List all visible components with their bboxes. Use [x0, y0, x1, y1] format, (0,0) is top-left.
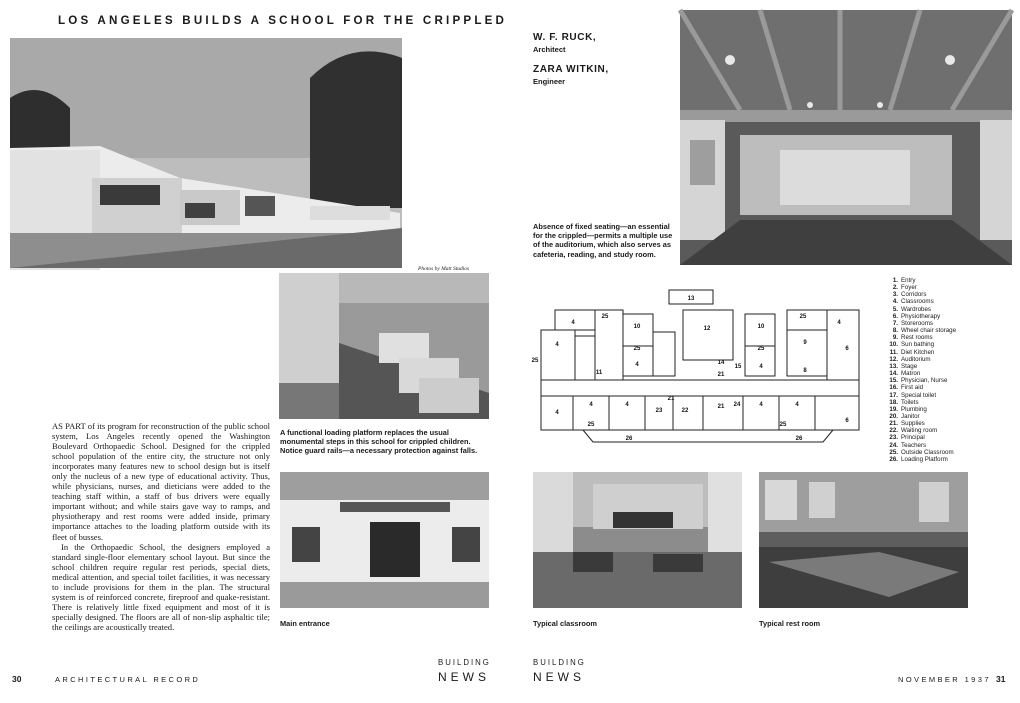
auditorium-caption: Absence of fixed seating—an essential for the crippled—permits a multiple use of the auditorium, which also serves as cafeteria, reading, and study room.: [533, 222, 673, 259]
article-headline: LOS ANGELES BUILDS A SCHOOL FOR THE CRIPPLED: [58, 14, 508, 27]
legend-item: 10. Sun bathing: [889, 341, 935, 349]
left-magazine-name: ARCHITECTURAL RECORD: [55, 675, 201, 684]
plan-label: 24: [733, 402, 741, 408]
plan-label: 4: [571, 320, 575, 326]
plan-label: 4: [837, 320, 841, 326]
plan-label: 4: [555, 410, 559, 416]
architect-role: Architect: [533, 45, 566, 54]
legend-item: 7. Storerooms: [892, 319, 933, 327]
legend-item: 14. Matron: [889, 370, 921, 378]
plan-label: 21: [667, 396, 675, 402]
plan-label: 8: [803, 368, 807, 374]
plan-label: 10: [633, 324, 641, 330]
legend-item: 2. Foyer: [892, 284, 917, 292]
legend-item: 6. Physiotherapy: [892, 312, 941, 320]
legend-item: 11. Diet Kitchen: [889, 348, 935, 356]
plan-label: 26: [625, 436, 633, 442]
plan-label: 14: [717, 360, 725, 366]
rest-room-caption: Typical rest room: [759, 619, 821, 628]
legend-item: 9. Rest rooms: [892, 334, 933, 342]
legend-item: 20. Janitor: [889, 412, 920, 420]
plan-label: 21: [717, 372, 725, 378]
classroom-caption: Typical classroom: [533, 619, 597, 628]
plan-label: 4: [555, 342, 559, 348]
plan-label: 6: [845, 418, 849, 424]
classroom-photo: [533, 472, 742, 608]
legend-item: 22. Waiting room: [889, 427, 938, 435]
article-body: [52, 421, 270, 632]
legend-item: 17. Special toilet: [889, 391, 937, 399]
rest-room-photo: [759, 472, 968, 608]
loading-caption: A functional loading platform replaces the usual monumental steps in this school for crippled children. Notice guard rails—a necessary protection against falls.: [280, 428, 478, 456]
right-issue-date: NOVEMBER 1937: [898, 675, 991, 684]
plan-label: 12: [703, 326, 711, 332]
main-entrance-photo: [280, 472, 489, 608]
plan-label: 4: [589, 402, 593, 408]
plan-label: 10: [757, 324, 765, 330]
plan-label: 9: [803, 340, 807, 346]
plan-label: 25: [601, 314, 609, 320]
legend-item: 16. First aid: [889, 384, 924, 392]
right-building-label: BUILDING: [533, 658, 586, 667]
left-page-number: 30: [12, 674, 22, 684]
plan-legend: [883, 277, 1003, 463]
plan-label: 13: [687, 296, 695, 302]
plan-label: 23: [655, 408, 663, 414]
legend-item: 19. Plumbing: [889, 405, 927, 413]
credits-block: [533, 32, 663, 96]
legend-item: 15. Physician, Nurse: [889, 377, 948, 385]
legend-item: 4. Classrooms: [892, 298, 934, 306]
legend-item: 5. Wardrobes: [892, 305, 932, 313]
architect-name: W. F. RUCK,: [533, 32, 597, 43]
legend-item: 23. Principal: [889, 434, 925, 442]
left-news-label: NEWS: [438, 670, 490, 684]
plan-label: 11: [595, 370, 603, 376]
engineer-role: Engineer: [533, 77, 566, 86]
legend-item: 21. Supplies: [889, 420, 925, 428]
plan-label: 4: [759, 402, 763, 408]
legend-item: 25. Outside Classroom: [889, 448, 954, 456]
right-page-number: 31: [996, 674, 1006, 684]
plan-label: 21: [717, 404, 725, 410]
floor-plan: [533, 282, 869, 442]
photo-credit: Photos by Matt Studios: [418, 266, 470, 272]
legend-item: 13. Stage: [889, 362, 918, 370]
plan-label: 25: [779, 422, 787, 428]
legend-item: 3. Corridors: [892, 291, 927, 299]
loading-platform-photo: [279, 273, 489, 419]
plan-label: 4: [625, 402, 629, 408]
plan-label: 25: [587, 422, 595, 428]
legend-item: 24. Teachers: [889, 441, 927, 449]
plan-label: 22: [681, 408, 689, 414]
plan-label: 26: [795, 436, 803, 442]
plan-label: 25: [799, 314, 807, 320]
body-paragraph-1: AS PART of its program for reconstruction of the public school system, Los Angeles recently opened the Washington Boulevard Orthopaedic School. Designed for the crippled school population of the entire city, the structure not only incorporates many features new to school design but is itself only the nucleus of a new type of educational activity. Thus, while physicians, nurses, and dieticians were added to the teaching staff within, a staff of bus drivers were equally important without; and while stairs gave way to ramps, and physiotherapy and rest rooms were added inside, primary importance attaches to the loading platform outside with its fleet of busses.: [52, 421, 270, 542]
plan-label: 25: [757, 346, 765, 352]
body-paragraph-2: In the Orthopaedic School, the designers employed a standard single-floor elementary school layout. But since the school children require regular rest periods, special diets, medical attention, and special toilet facilities, it was necessary to include provisions for them in the plan. The structural system is of reinforced concrete, fireproof and quake-resistant. There is relatively little fixed equipment and most of it is specially designed. The floors are all of non-slip asphaltic tile; the ceilings are acoustically treated.: [52, 541, 270, 632]
plan-label: 6: [845, 346, 849, 352]
legend-item: 26. Loading Platform: [889, 455, 948, 463]
exterior-photo: [10, 38, 402, 268]
engineer-name: ZARA WITKIN,: [533, 64, 609, 75]
legend-item: 1. Entry: [892, 277, 916, 284]
plan-label: 15: [734, 364, 742, 370]
right-news-label: NEWS: [533, 670, 585, 684]
legend-item: 18. Toilets: [889, 398, 919, 406]
left-building-label: BUILDING: [438, 658, 491, 667]
plan-label: 4: [635, 362, 639, 368]
auditorium-photo: [680, 10, 1012, 265]
legend-item: 12. Auditorium: [889, 355, 931, 363]
plan-label: 25: [531, 358, 539, 364]
plan-label: 4: [795, 402, 799, 408]
legend-item: 8. Wheel chair storage: [892, 327, 957, 335]
entrance-caption: Main entrance: [280, 619, 330, 628]
plan-label: 25: [633, 346, 641, 352]
plan-label: 4: [759, 364, 763, 370]
